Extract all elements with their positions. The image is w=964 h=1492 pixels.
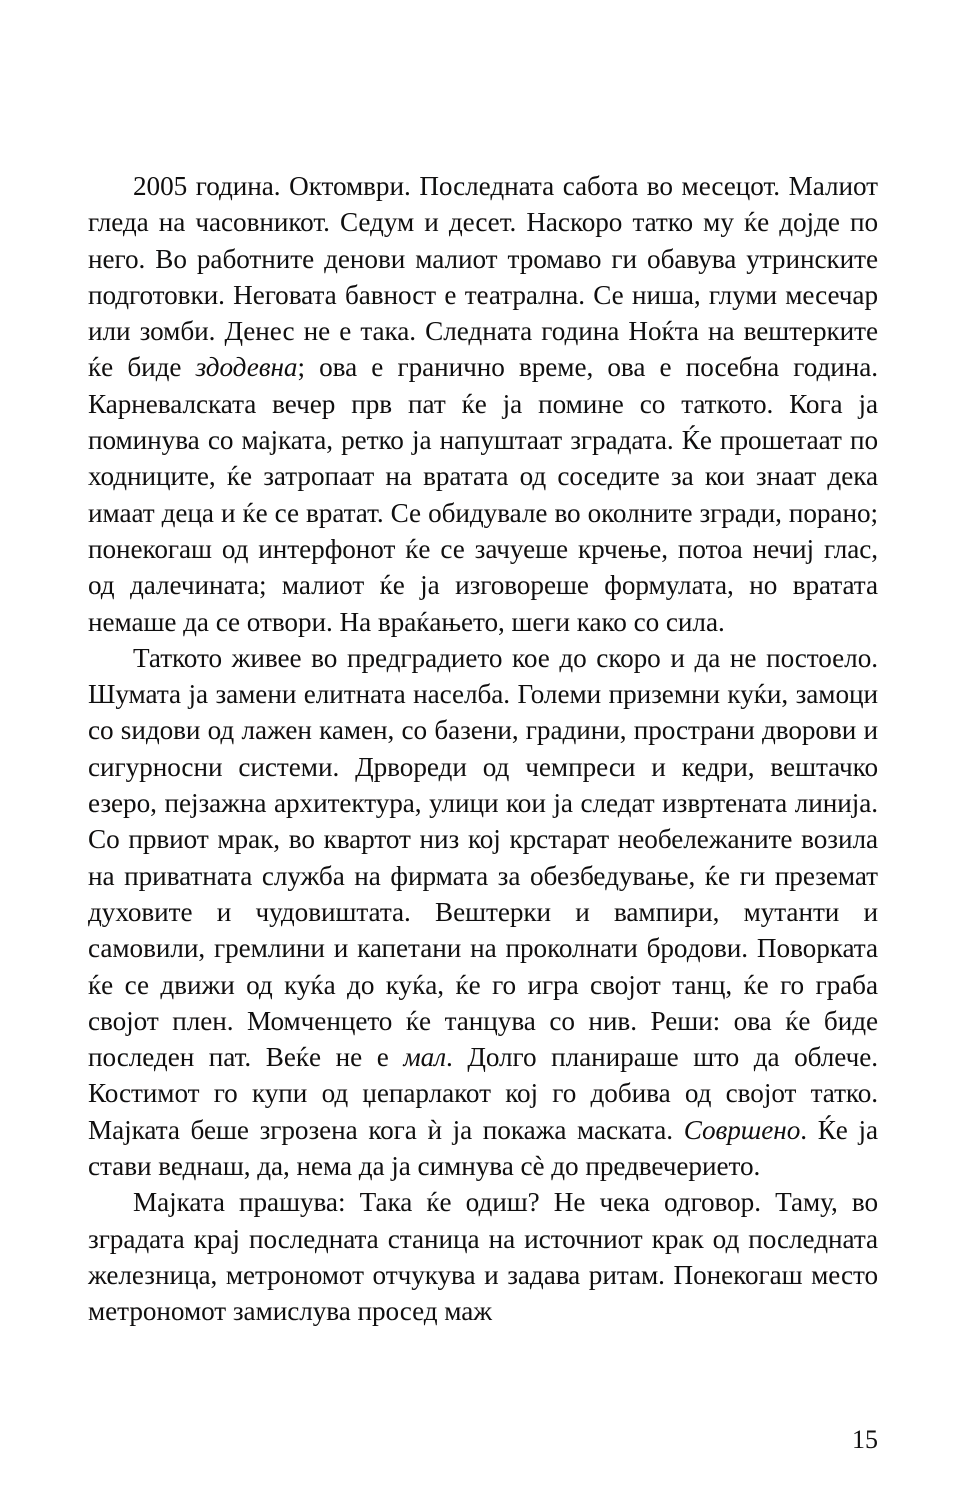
emphasis-text: Совршено [683, 1114, 801, 1145]
page-text-block [88, 168, 878, 1330]
paragraph-3: Мајката прашува: Така ќе одиш? Не чека одговор. Таму, во зградата крај последната станица на источниот крак од последната железница, метрономот отчукува и задава ритам. Понекогаш место метрономот замислува просед маж [88, 1187, 878, 1327]
emphasis-text: мал [403, 1042, 447, 1073]
page-number: 15 [852, 1425, 878, 1454]
paragraph-1: 2005 година. Октомври. Последната сабота во месецот. Малиот гледа на часовникот. Седум и десет. Наскоро татко му ќе дојде по него. Во работните денови малиот тромаво ги обавува утринските подготовки. Неговата бавност е театрална. Се ниша, глуми месечар или зомби. Денес не е така. Следната година Ноќта на вештерките ќе биде здодевна; ова е гранично време, ова е посебна година. Карневалската вечер прв пат ќе ја помине со таткото. Кога ја поминува со мајката, ретко ја напуштаат зградата. Ќе прошетаат по ходниците, ќе затропаат на вратата од соседите за кои знаат дека имаат деца и ќе се вратат. Се обидувале во околните згради, порано; понекогаш од интерфонот ќе се зачуеше крчење, потоа нечиј глас, од далечината; малиот ќе ја изговореше формулата, но вратата немаше да се отвори. На враќањето, шеги како со сила. [88, 171, 878, 637]
emphasis-text: здодевна [195, 352, 298, 383]
paragraph-2: Таткото живее во предградието кое до скоро и да не постоело. Шумата ја замени елитната населба. Големи приземни куќи, замоци со ѕидови од лажен камен, со базени, градини, пространи дворови и сигурносни системи. Дрвореди од чемпреси и кедри, вештачко езеро, пејзажна архитектура, улици кои ја следат извртената линија. Со првиот мрак, во квартот низ кој крстарат необележаните возила на приватната служба на фирмата за обезбедување, ќе ги преземат духовите и чудовиштата. Вештерки и вампири, мутанти и самовили, гремлини и капетани на проколнати бродови. Поворката ќе се движи од куќа до куќа, ќе го игра својот танц, ќе го граба својот плен. Момченцето ќе танцува со нив. Реши: ова ќе биде последен пат. Веќе не е мал. Долго планираше што да облече. Костимот го купи од џепарлакот кој го добива од својот татко. Мајката беше згрозена кога ѝ ја покажа маската. Совршено. Ќе ја стави веднаш, да, нема да ја симнува сѐ до предвечерието. [88, 642, 878, 1182]
